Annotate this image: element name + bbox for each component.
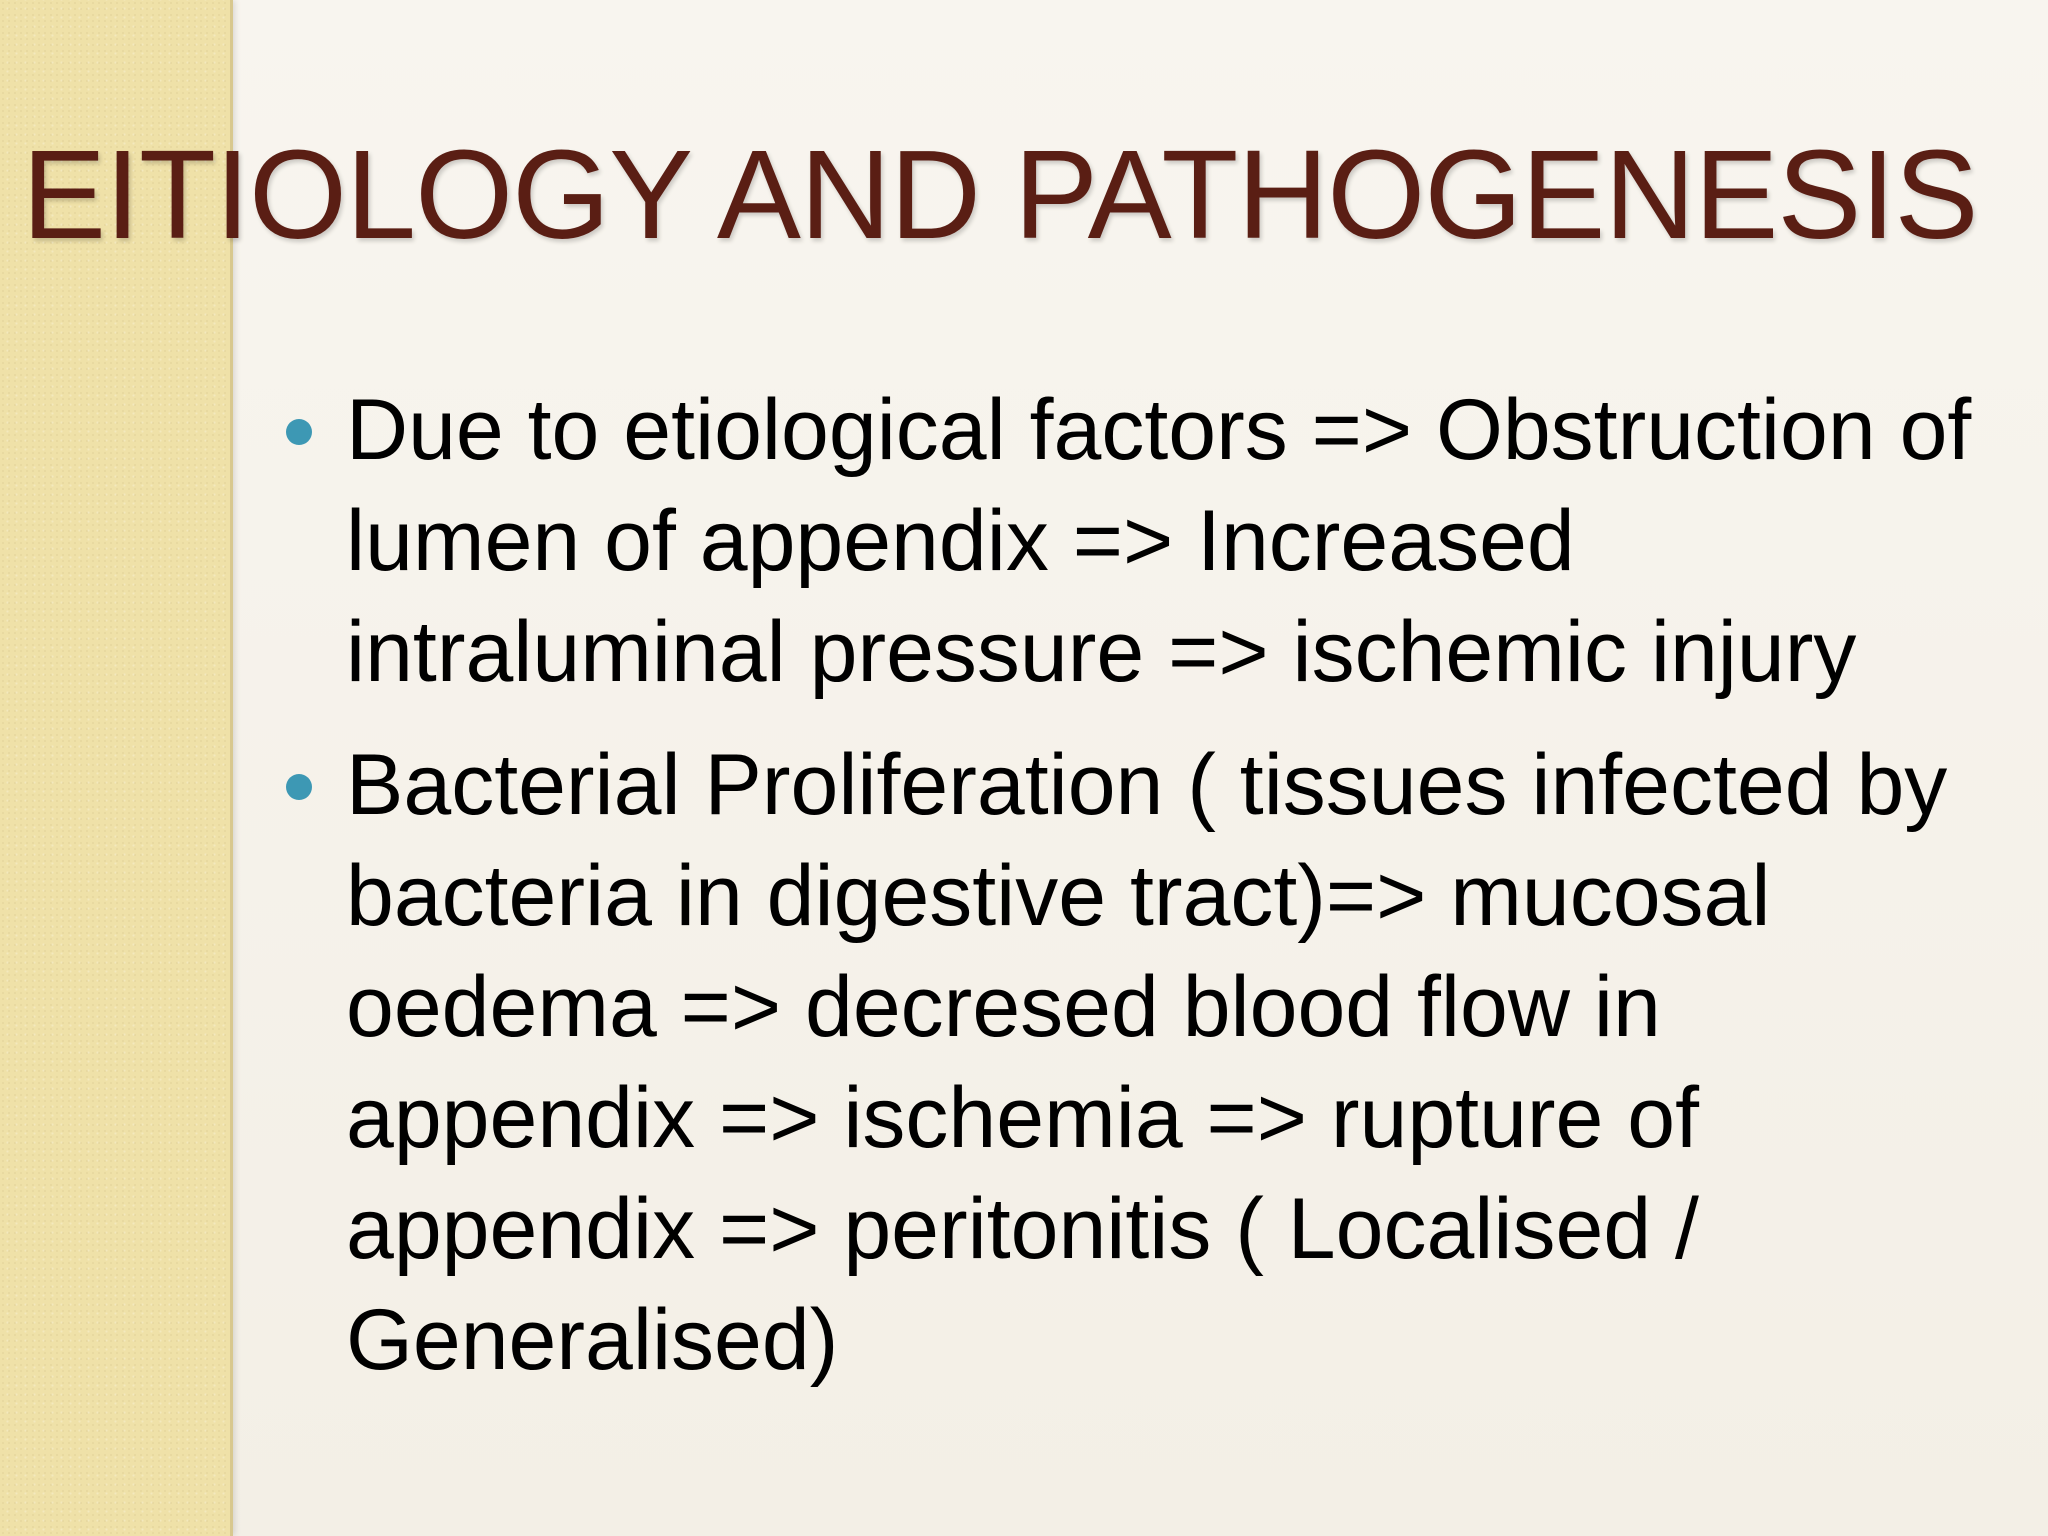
bullet-text: Due to etiological factors => Obstruction of lumen of appendix => Increased intraluminal pressure => ischemic injury — [346, 382, 1972, 700]
bullet-text: Bacterial Proliferation ( tissues infected by bacteria in digestive tract)=> mucosal oedema => decresed blood flow in appendix => ischemia => rupture of appendix => peritonitis ( Localised / Generalised) — [346, 737, 1948, 1388]
bullet-item-obstruction — [280, 375, 2000, 708]
bullet-list — [280, 375, 2000, 1418]
bullet-dot-icon — [286, 419, 312, 445]
slide-title: EITIOLOGY AND PATHOGENESIS — [22, 124, 1978, 265]
bullet-dot-icon — [286, 774, 312, 800]
bullet-item-bacterial-proliferation — [280, 730, 2000, 1396]
